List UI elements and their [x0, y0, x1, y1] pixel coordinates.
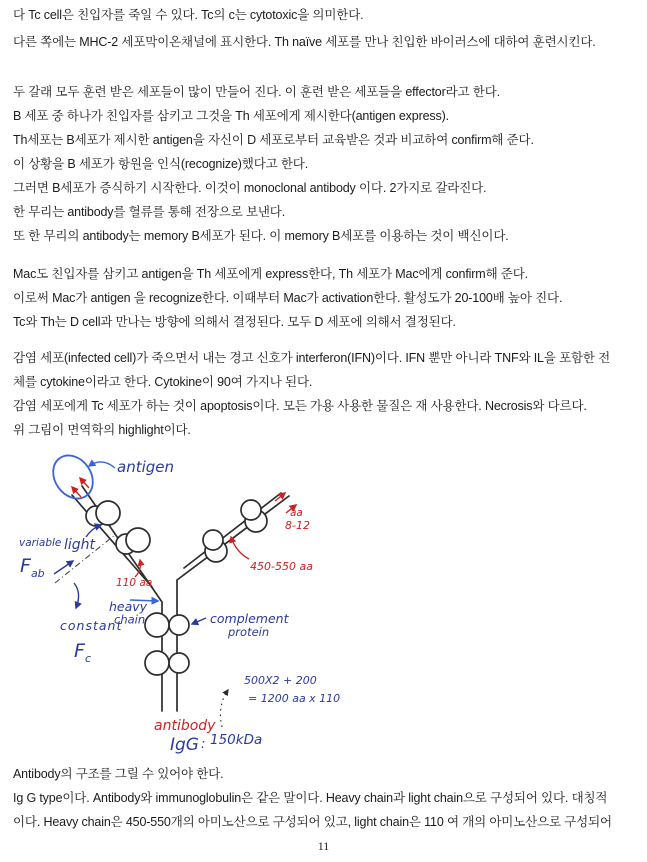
- text-line: Antibody의 구조를 그릴 수 있어야 한다.: [13, 767, 224, 781]
- label-heavy-chain: heavy chain: [109, 599, 148, 627]
- arrow-to-complement-site: [192, 618, 206, 624]
- text-line: 다른 쪽에는 MHC-2 세포막이온채널에 표시한다. Th naïve 세포를 만나 친입한 바이러스에 대하여 훈련시킨다.: [13, 35, 596, 49]
- text-line: 한 무리는 antibody를 혈류를 통해 전장으로 보낸다.: [13, 205, 286, 219]
- label-tip-aa-range: 8-12: [285, 519, 310, 532]
- label-450-550aa: 450-550 aa: [250, 560, 313, 573]
- label-fc: $F_c$: [74, 640, 91, 665]
- label-igg: IgG: [170, 735, 199, 755]
- text-line: B 세포 중 하나가 친입자를 삼키고 그것을 Th 세포에게 제시한다(antigen express).: [13, 109, 449, 123]
- text-line: 다 Tc cell은 친입자를 죽일 수 있다. Tc의 c는 cytotoxic을 의미한다.: [13, 8, 364, 22]
- text-line: 그러면 B세포가 증식하기 시작한다. 이것이 monoclonal antibody 이다. 2가지로 갈라진다.: [13, 181, 487, 195]
- label-igg-colon: :: [201, 737, 206, 752]
- text-line: 이다. Heavy chain은 450-550개의 아미노산으로 구성되어 있고, light chain은 110 여 개의 아미노산으로 구성되어: [13, 815, 612, 829]
- text-line: 이 상황을 B 세포가 항원을 인식(recognize)했다고 한다.: [13, 157, 309, 171]
- label-igg-mass: 150kDa: [210, 732, 263, 748]
- label-fab: $F_{ab}$: [20, 555, 45, 580]
- text-line: Mac도 친입자를 삼키고 antigen을 Th 세포에게 express한다, Th 세포가 Mac에게 confirm해 준다.: [13, 267, 528, 281]
- label-formula-line2: = 1200 aa x 110: [248, 692, 341, 705]
- text-line: 이로써 Mac가 antigen 을 recognize한다. 이때부터 Mac가 activation한다. 활성도가 20-100배 높아 진다.: [13, 291, 563, 305]
- antigen-oval: [45, 448, 101, 506]
- label-complement-protein: complement protein: [210, 611, 289, 639]
- text-line: 감염 세포에게 Tc 세포가 하는 것이 apoptosis이다. 모든 가용 사용한 물질은 재 사용한다. Necrosis와 다르다.: [13, 399, 587, 413]
- label-formula-line1: 500X2 + 200: [244, 674, 317, 687]
- text-line: 위 그림이 면역학의 highlight이다.: [13, 423, 191, 437]
- label-light: light: [64, 537, 96, 553]
- text-line: Tc와 Th는 D cell과 만나는 방향에 의해서 결정된다. 모두 D 세포에 의해서 결정된다.: [13, 315, 456, 329]
- label-antibody: antibody: [154, 718, 216, 734]
- text-line: 체를 cytokine이라고 한다. Cytokine이 90여 가지나 된다.: [13, 375, 313, 389]
- text-line: 또 한 무리의 antibody는 memory B세포가 된다. 이 memory B세포를 이용하는 것이 백신이다.: [13, 229, 509, 243]
- label-variable: variable: [19, 537, 62, 549]
- arrow-igg-to-formula: [220, 690, 228, 727]
- antibody-diagram: [18, 440, 450, 770]
- arrow-450-550aa: [231, 537, 249, 559]
- arrow-divider-to-constant: [74, 583, 79, 608]
- arrow-to-antigen: [89, 462, 115, 468]
- label-constant: constant: [60, 618, 123, 633]
- label-110aa: 110 aa: [116, 577, 153, 589]
- text-line: Th세포는 B세포가 제시한 antigen을 자신이 D 세포로부터 교육받은 것과 비교하여 confirm해 준다.: [13, 133, 534, 147]
- arrow-fab-to-divider: [54, 561, 73, 574]
- label-antigen: antigen: [117, 458, 175, 476]
- text-line: Ig G type이다. Antibody와 immunoglobulin은 같은 말이다. Heavy chain과 light chain으로 구성되어 있다. 대칭적: [13, 791, 608, 805]
- text-line: 두 갈래 모두 훈련 받은 세포들이 많이 만들어 진다. 이 훈련 받은 세포들을 effector라고 한다.: [13, 85, 500, 99]
- label-tip-aa: aa: [290, 507, 303, 519]
- text-line: 감염 세포(infected cell)가 죽으면서 내는 경고 신호가 interferon(IFN)이다. IFN 뿐만 아니라 TNF와 IL을 포함한 전: [13, 351, 611, 365]
- page-number: 11: [317, 839, 330, 853]
